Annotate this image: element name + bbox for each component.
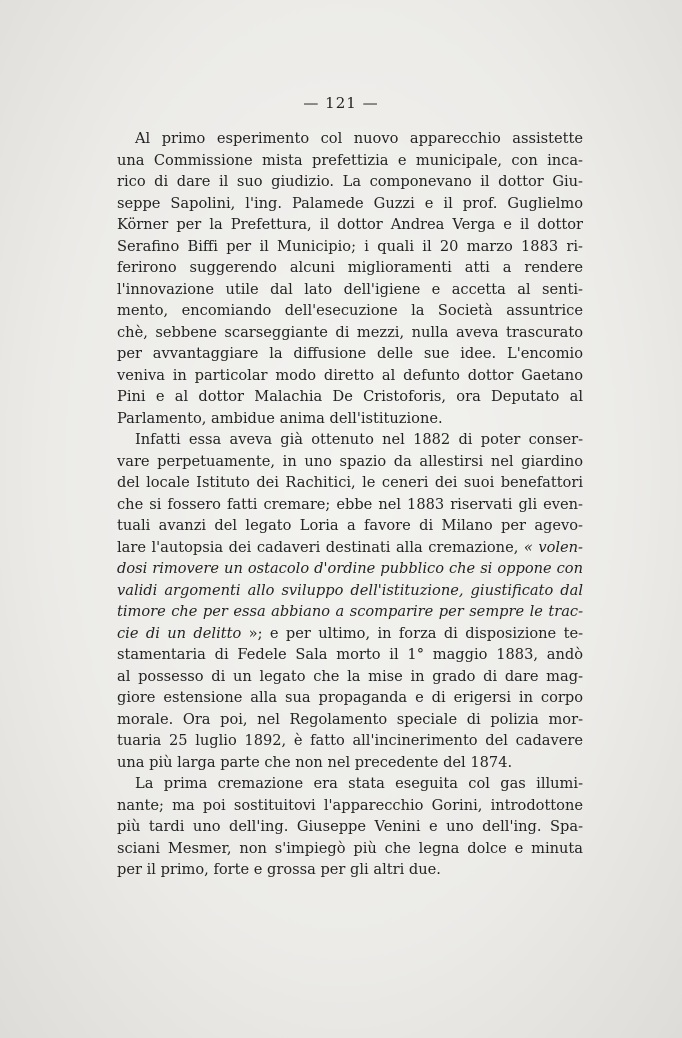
- text-line: [117, 515, 583, 537]
- line-text: una Commissione mista prefettizia e municipale, con inca-: [117, 151, 583, 169]
- line-text: Parlamento, ambidue anima dell'istituzione.: [117, 409, 443, 427]
- line-text: Körner per la Prefettura, il dottor Andrea Verga e il dottor: [117, 216, 583, 233]
- text-line: [117, 494, 583, 516]
- text-line: [117, 171, 583, 193]
- text-line: [117, 322, 583, 344]
- line-text: La prima cremazione era stata eseguita col gas illumi-: [135, 775, 583, 792]
- line-text: l'innovazione utile dal lato dell'igiene e accetta al senti-: [117, 280, 583, 298]
- text-line: [117, 773, 583, 795]
- line-text: più tardi uno dell'ing. Giuseppe Venini e uno dell'ing. Spa-: [117, 818, 583, 835]
- text-line: [117, 429, 583, 451]
- line-text: Serafino Biffi per il Municipio; i quali il 20 marzo 1883 ri-: [117, 237, 583, 255]
- line-text: vare perpetuamente, in uno spazio da allestirsi nel giardino: [117, 452, 583, 470]
- text-line: [117, 365, 583, 387]
- line-text: stamentaria di Fedele Sala morto il 1° maggio 1883, andò: [117, 646, 583, 663]
- line-text: ferirono suggerendo alcuni miglioramenti atti a rendere: [117, 259, 583, 276]
- line-text: al possesso di un legato che la mise in grado di dare mag-: [117, 667, 583, 685]
- text-line: [117, 859, 583, 881]
- line-text: tuaria 25 luglio 1892, è fatto all'incinerimento del cadavere: [117, 732, 583, 749]
- line-text: lare l'autopsia dei cadaveri destinati alla cremazione,: [117, 538, 524, 556]
- line-text: seppe Sapolini, l'ing. Palamede Guzzi e il prof. Guglielmo: [117, 194, 583, 212]
- text-line: [117, 386, 583, 408]
- text-line: [117, 752, 583, 774]
- text-line: [117, 472, 583, 494]
- line-text: sciani Mesmer, non s'impiegò più che legna dolce e minuta: [117, 839, 583, 857]
- text-line: [117, 580, 583, 602]
- text-line: [117, 279, 583, 301]
- text-line: [117, 623, 583, 645]
- line-text: tuali avanzi del legato Loria a favore di Milano per agevo-: [117, 517, 583, 534]
- text-line: [117, 214, 583, 236]
- text-line: [117, 795, 583, 817]
- text-line: [117, 687, 583, 709]
- italic-quote-text: timore che per essa abbiano a scomparire per sempre le trac-: [117, 603, 583, 620]
- line-text: mento, encomiando dell'esecuzione la Società assuntrice: [117, 302, 583, 319]
- line-text: una più larga parte che non nel precedente del 1874.: [117, 753, 513, 771]
- text-line: [117, 128, 583, 150]
- text-line: [117, 257, 583, 279]
- line-text: veniva in particolar modo diretto al defunto dottor Gaetano: [117, 366, 583, 384]
- line-text: chè, sebbene scarseggiante di mezzi, nulla aveva trascurato: [117, 323, 583, 341]
- line-text: per il primo, forte e grossa per gli altri due.: [117, 861, 441, 878]
- text-line: [117, 300, 583, 322]
- text-line: [117, 644, 583, 666]
- text-line: [117, 343, 583, 365]
- line-text: del locale Istituto dei Rachitici, le ceneri dei suoi benefattori: [117, 474, 583, 491]
- text-line: [117, 193, 583, 215]
- text-line: [117, 730, 583, 752]
- text-line: [117, 709, 583, 731]
- line-text: »; e per ultimo, in forza di disposizione te-: [241, 624, 584, 642]
- line-text: Pini e al dottor Malachia De Cristoforis, ora Deputato al: [117, 388, 583, 405]
- text-line: [117, 666, 583, 688]
- italic-quote-text: cie di un delitto: [117, 624, 242, 642]
- text-line: [117, 838, 583, 860]
- page-number: — 121 —: [303, 94, 379, 112]
- text-line: [117, 451, 583, 473]
- line-text: giore estensione alla sua propaganda e di erigersi in corpo: [117, 689, 583, 706]
- line-text: morale. Ora poi, nel Regolamento speciale di polizia mor-: [117, 710, 583, 728]
- text-line: [117, 408, 583, 430]
- text-line: [117, 537, 583, 559]
- line-text: che si fossero fatti cremare; ebbe nel 1883 riservati gli even-: [117, 495, 583, 513]
- line-text: nante; ma poi sostituitovi l'apparecchio Gorini, introdottone: [117, 796, 583, 814]
- italic-quote-text: « volen-: [523, 538, 583, 556]
- text-line: [117, 236, 583, 258]
- text-line: [117, 601, 583, 623]
- text-line: [117, 150, 583, 172]
- text-line: [117, 558, 583, 580]
- text-line: [117, 816, 583, 838]
- italic-quote-text: validi argomenti allo sviluppo dell'istituzione, giustificato dal: [117, 581, 583, 599]
- line-text: rico di dare il suo giudizio. La componevano il dottor Giu-: [117, 173, 583, 190]
- line-text: Infatti essa aveva già ottenuto nel 1882 di poter conser-: [135, 431, 583, 448]
- line-text: Al primo esperimento col nuovo apparecchio assistette: [135, 130, 583, 147]
- italic-quote-text: dosi rimovere un ostacolo d'ordine pubblico che si oppone con: [117, 560, 583, 577]
- body-text: [117, 128, 583, 881]
- line-text: per avvantaggiare la diffusione delle sue idee. L'encomio: [117, 345, 583, 362]
